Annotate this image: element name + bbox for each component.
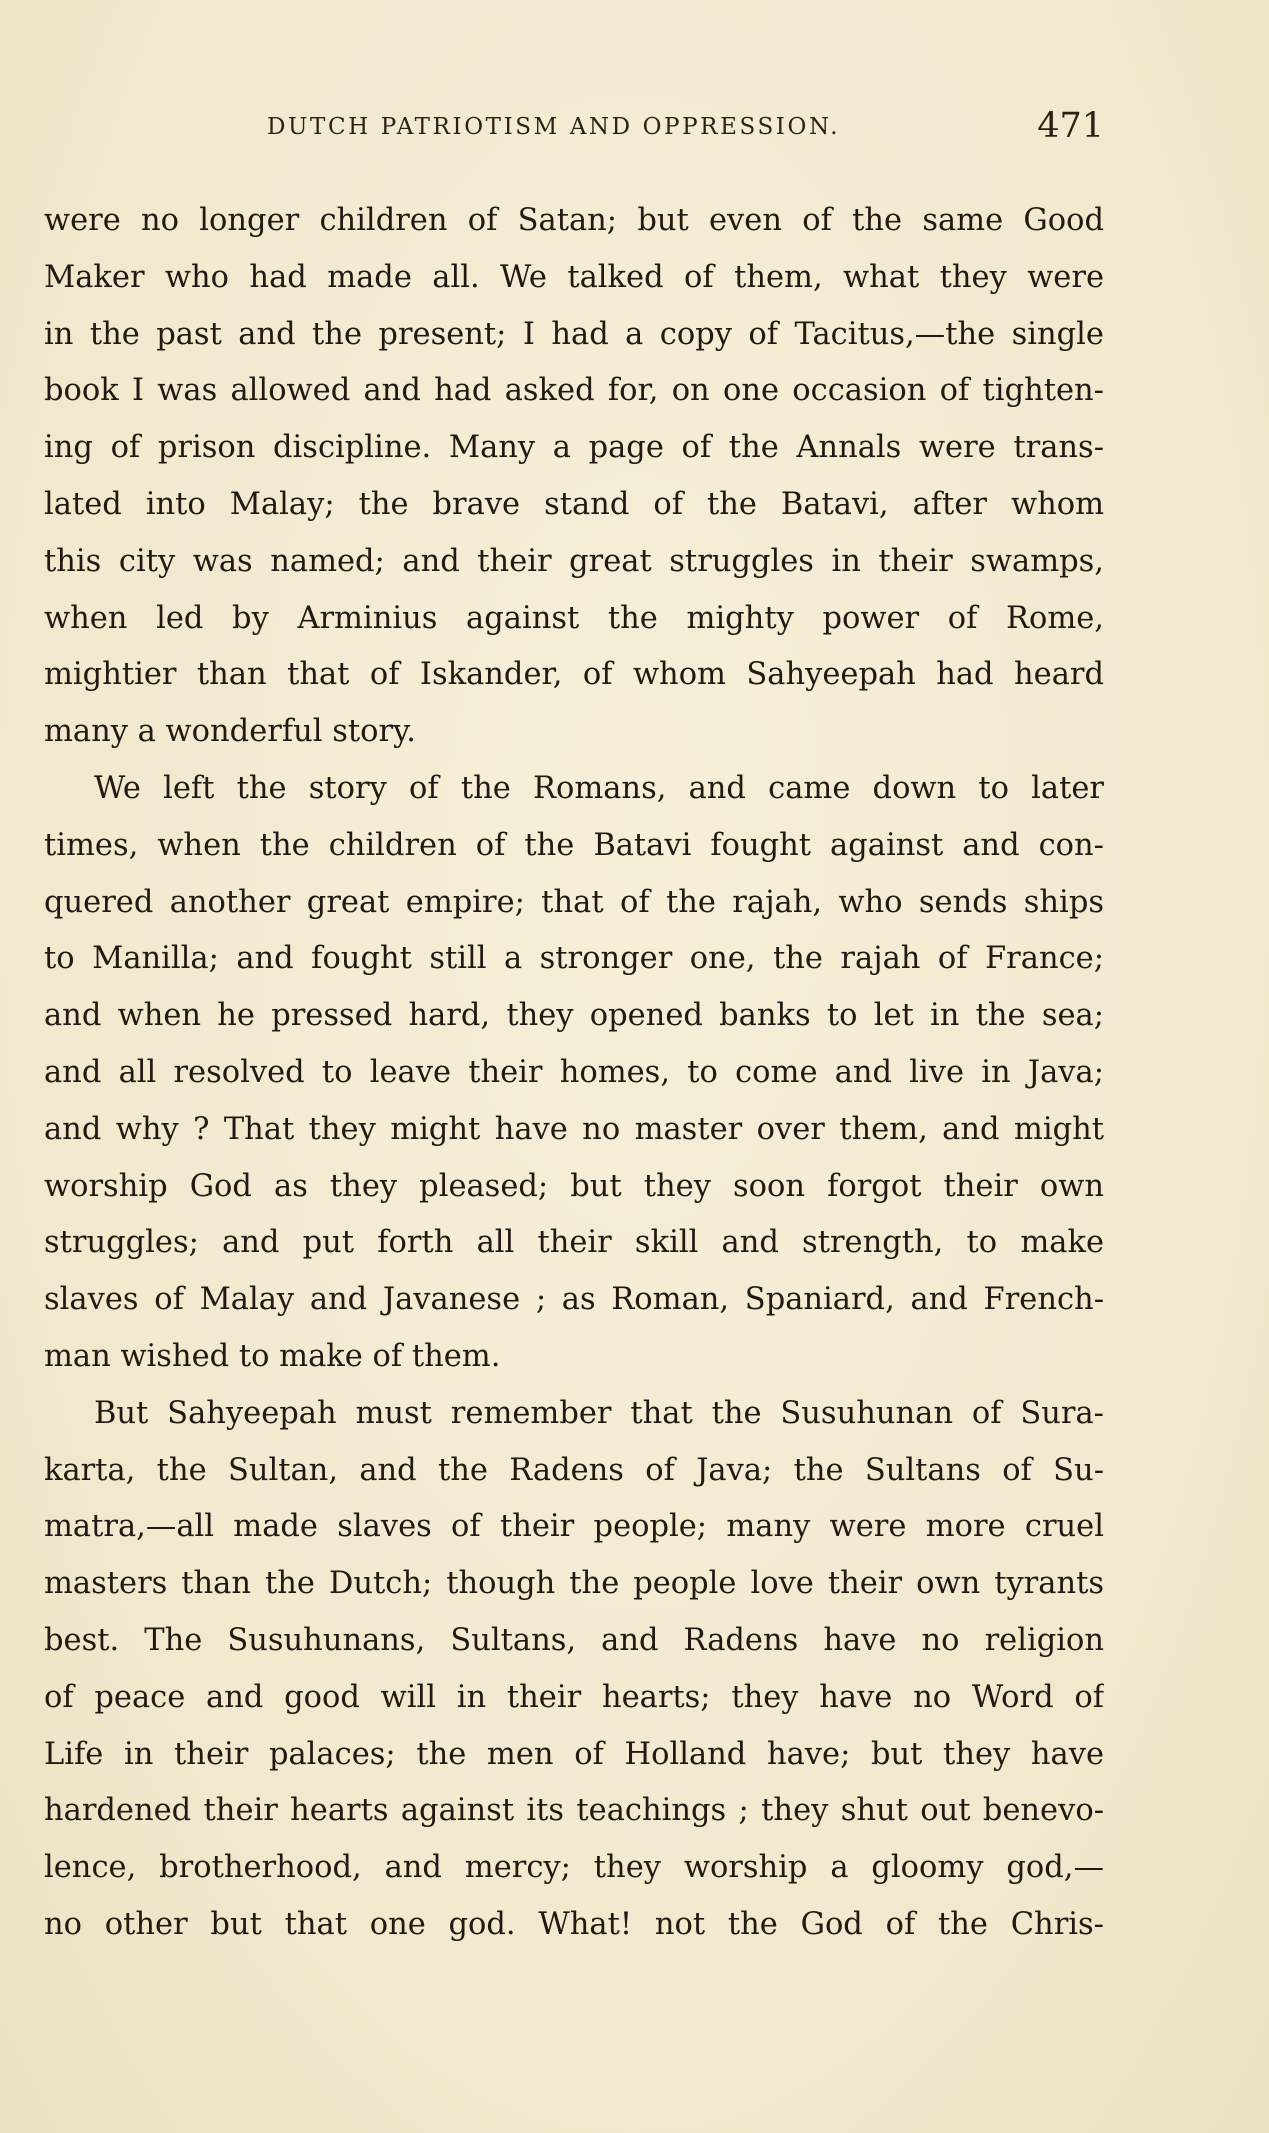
text-line: slaves of Malay and Javanese ; as Roman, Spaniard, and French- bbox=[44, 1282, 1104, 1318]
text-line: times, when the children of the Batavi fought against and con- bbox=[44, 827, 1104, 863]
text-line: were no longer children of Satan; but even of the same Good bbox=[44, 203, 1104, 238]
text-line: in the past and the present; I had a copy of Tacitus,—the single bbox=[44, 316, 1104, 352]
text-line: many a wonderful story. bbox=[44, 714, 416, 750]
text-line: worship God as they pleased; but they soon forgot their own bbox=[44, 1168, 1104, 1204]
text-line: and when he pressed hard, they opened banks to let in the sea; bbox=[44, 998, 1104, 1034]
text-line: man wished to make of them. bbox=[44, 1338, 501, 1374]
page-number: 471 bbox=[1037, 106, 1104, 146]
running-title: DUTCH PATRIOTISM AND OPPRESSION. bbox=[267, 114, 841, 140]
text-line: struggles; and put forth all their skill and strength, to make bbox=[44, 1225, 1104, 1261]
text-line: quered another great empire; that of the rajah, who sends ships bbox=[44, 884, 1104, 920]
text-line: lence, brotherhood, and mercy; they worship a gloomy god,— bbox=[44, 1850, 1104, 1886]
text-line: when led by Arminius against the mighty power of Rome, bbox=[44, 600, 1104, 636]
text-line: to Manilla; and fought still a stronger one, the rajah of France; bbox=[44, 941, 1104, 977]
text-line: of peace and good will in their hearts; they have no Word of bbox=[44, 1679, 1104, 1715]
text-line: ing of prison discipline. Many a page of the Annals were trans- bbox=[44, 430, 1104, 466]
text-line: and all resolved to leave their homes, to come and live in Java; bbox=[44, 1054, 1104, 1090]
text-line: best. The Susuhunans, Sultans, and Radens have no religion bbox=[44, 1622, 1104, 1658]
text-line: Life in their palaces; the men of Holland have; but they have bbox=[44, 1736, 1104, 1772]
text-line: no other but that one god. What! not the God of the Chris- bbox=[44, 1906, 1104, 1942]
text-line: hardened their hearts against its teachings ; they shut out benevo- bbox=[44, 1793, 1104, 1829]
text-line: karta, the Sultan, and the Radens of Java; the Sultans of Su- bbox=[44, 1452, 1104, 1488]
text-line: Maker who had made all. We talked of them, what they were bbox=[44, 259, 1104, 295]
body-text bbox=[44, 193, 1104, 1954]
text-line: matra,—all made slaves of their people; many were more cruel bbox=[44, 1509, 1104, 1545]
text-line: We left the story of the Romans, and came down to later bbox=[94, 770, 1104, 806]
text-line: mightier than that of Iskander, of whom Sahyeepah had heard bbox=[44, 657, 1104, 693]
text-line: masters than the Dutch; though the people love their own tyrants bbox=[44, 1566, 1104, 1602]
text-line: lated into Malay; the brave stand of the Batavi, after whom bbox=[44, 486, 1104, 522]
text-line: and why ? That they might have no master over them, and might bbox=[44, 1111, 1104, 1147]
text-line: book I was allowed and had asked for, on one occasion of tighten- bbox=[44, 373, 1104, 409]
text-line: this city was named; and their great struggles in their swamps, bbox=[44, 543, 1104, 579]
text-line: But Sahyeepah must remember that the Susuhunan of Sura- bbox=[94, 1395, 1104, 1431]
page-header bbox=[44, 106, 1112, 150]
